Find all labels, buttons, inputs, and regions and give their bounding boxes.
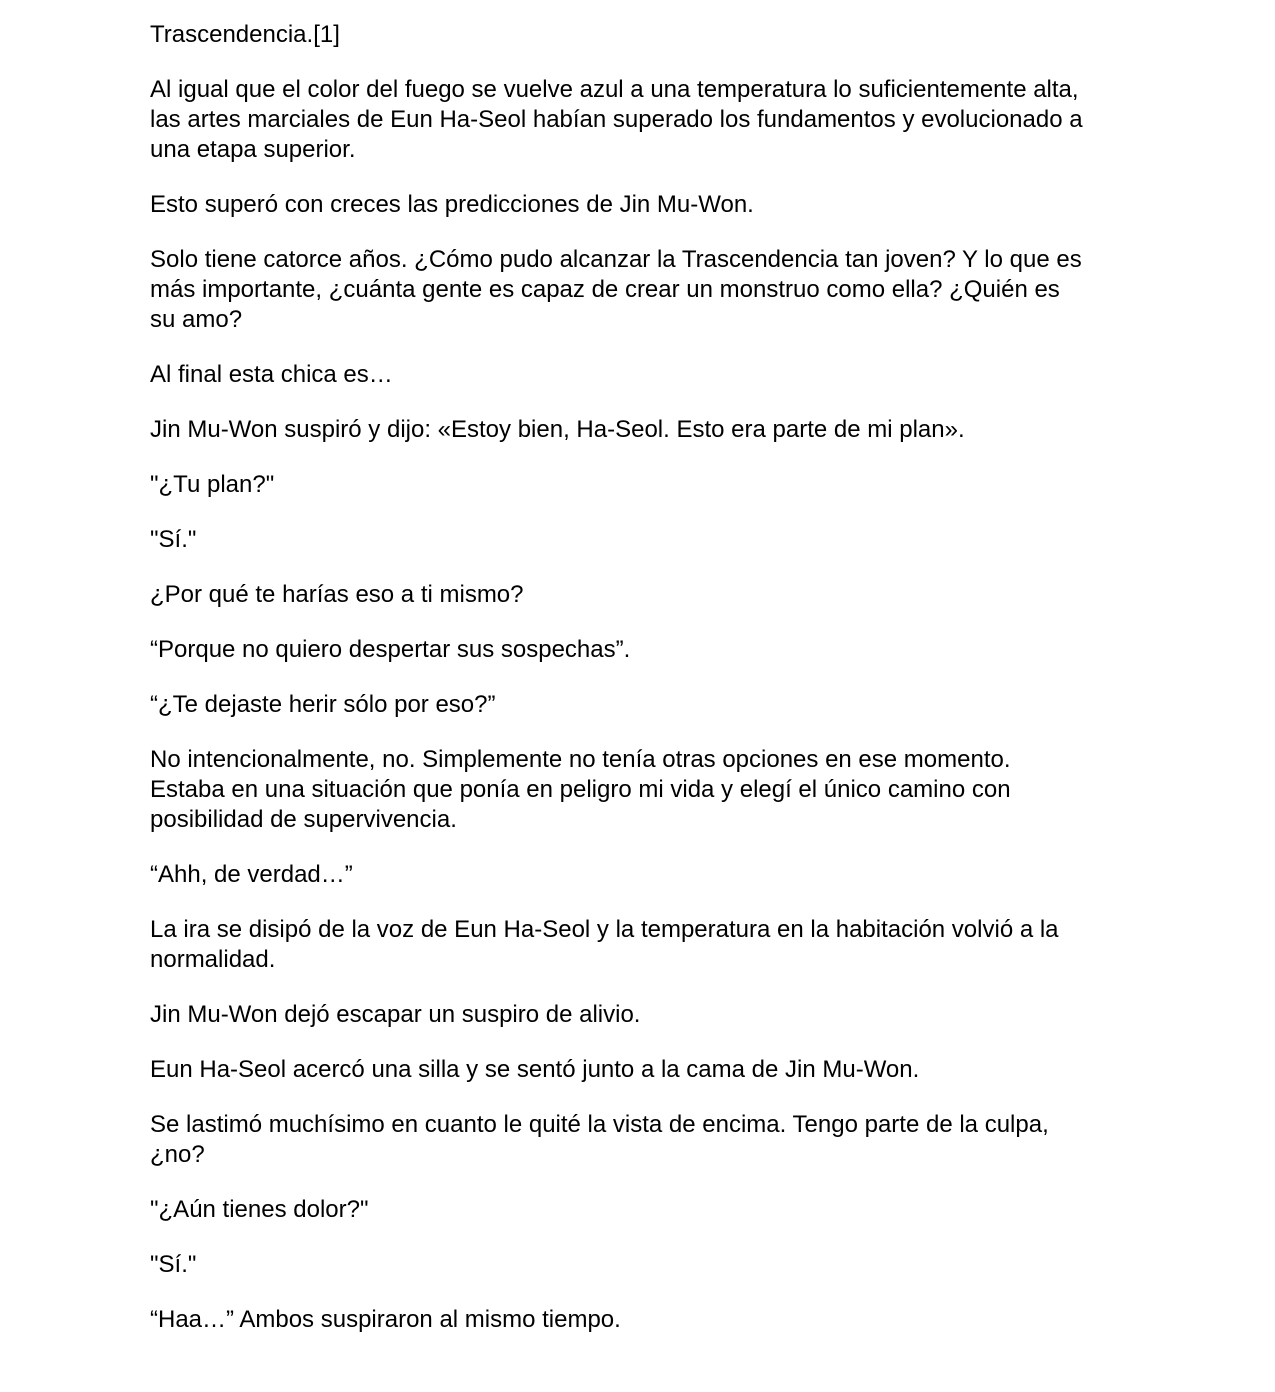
paragraph-line: “¿Te dejaste herir sólo por eso?” [150,691,496,718]
paragraph-line: Esto superó con creces las predicciones de Jin Mu-Won. [150,191,754,218]
paragraph-line: La ira se disipó de la voz de Eun Ha-Seol y la temperatura en la habitación volvió a la [150,916,1059,943]
paragraph-line: "¿Aún tienes dolor?" [150,1196,369,1223]
paragraph-line: su amo? [150,306,243,333]
paragraph-line: No intencionalmente, no. Simplemente no tenía otras opciones en ese momento. [150,746,1011,773]
paragraph-line: las artes marciales de Eun Ha-Seol habían superado los fundamentos y evolucionado a [150,106,1083,133]
document-page [150,20,1140,1360]
paragraph-line: “Porque no quiero despertar sus sospechas”. [150,636,631,663]
paragraph-11 [150,690,1140,720]
paragraph-6 [150,415,1140,445]
paragraph-line: “Haa…” Ambos suspiraron al mismo tiempo. [150,1306,621,1333]
paragraph-line: "Sí." [150,1251,197,1278]
paragraph-8 [150,525,1140,555]
paragraph-16 [150,1055,1140,1085]
paragraph-18 [150,1195,1140,1225]
paragraph-13 [150,860,1140,890]
paragraph-line: Solo tiene catorce años. ¿Cómo pudo alcanzar la Trascendencia tan joven? Y lo que es [150,246,1082,273]
paragraph-15 [150,1000,1140,1030]
paragraph-3 [150,190,1140,220]
paragraph-line: Al final esta chica es… [150,361,393,388]
paragraph-line: más importante, ¿cuánta gente es capaz de crear un monstruo como ella? ¿Quién es [150,276,1060,303]
paragraph-line: Trascendencia.[1] [150,21,340,48]
paragraph-line: Estaba en una situación que ponía en peligro mi vida y elegí el único camino con [150,776,1011,803]
paragraph-14 [150,915,1140,975]
paragraph-1 [150,20,1140,50]
paragraph-line: posibilidad de supervivencia. [150,806,457,833]
paragraph-line: Eun Ha-Seol acercó una silla y se sentó junto a la cama de Jin Mu-Won. [150,1056,920,1083]
paragraph-line: Se lastimó muchísimo en cuanto le quité la vista de encima. Tengo parte de la culpa, [150,1111,1049,1138]
paragraph-line: normalidad. [150,946,276,973]
paragraph-line: ¿Por qué te harías eso a ti mismo? [150,581,524,608]
paragraph-line: “Ahh, de verdad…” [150,861,353,888]
paragraph-2 [150,75,1140,165]
paragraph-20 [150,1305,1140,1335]
paragraph-17 [150,1110,1140,1170]
paragraph-4 [150,245,1140,335]
paragraph-line: ¿no? [150,1141,205,1168]
paragraph-line: Jin Mu-Won suspiró y dijo: «Estoy bien, Ha-Seol. Esto era parte de mi plan». [150,416,965,443]
paragraph-12 [150,745,1140,835]
paragraph-line: Al igual que el color del fuego se vuelve azul a una temperatura lo suficientemente alta, [150,76,1079,103]
paragraph-9 [150,580,1140,610]
paragraph-7 [150,470,1140,500]
paragraph-19 [150,1250,1140,1280]
paragraph-line: "¿Tu plan?" [150,471,275,498]
paragraph-line: una etapa superior. [150,136,356,163]
paragraph-line: Jin Mu-Won dejó escapar un suspiro de alivio. [150,1001,641,1028]
paragraph-line: "Sí." [150,526,197,553]
paragraph-5 [150,360,1140,390]
paragraph-10 [150,635,1140,665]
